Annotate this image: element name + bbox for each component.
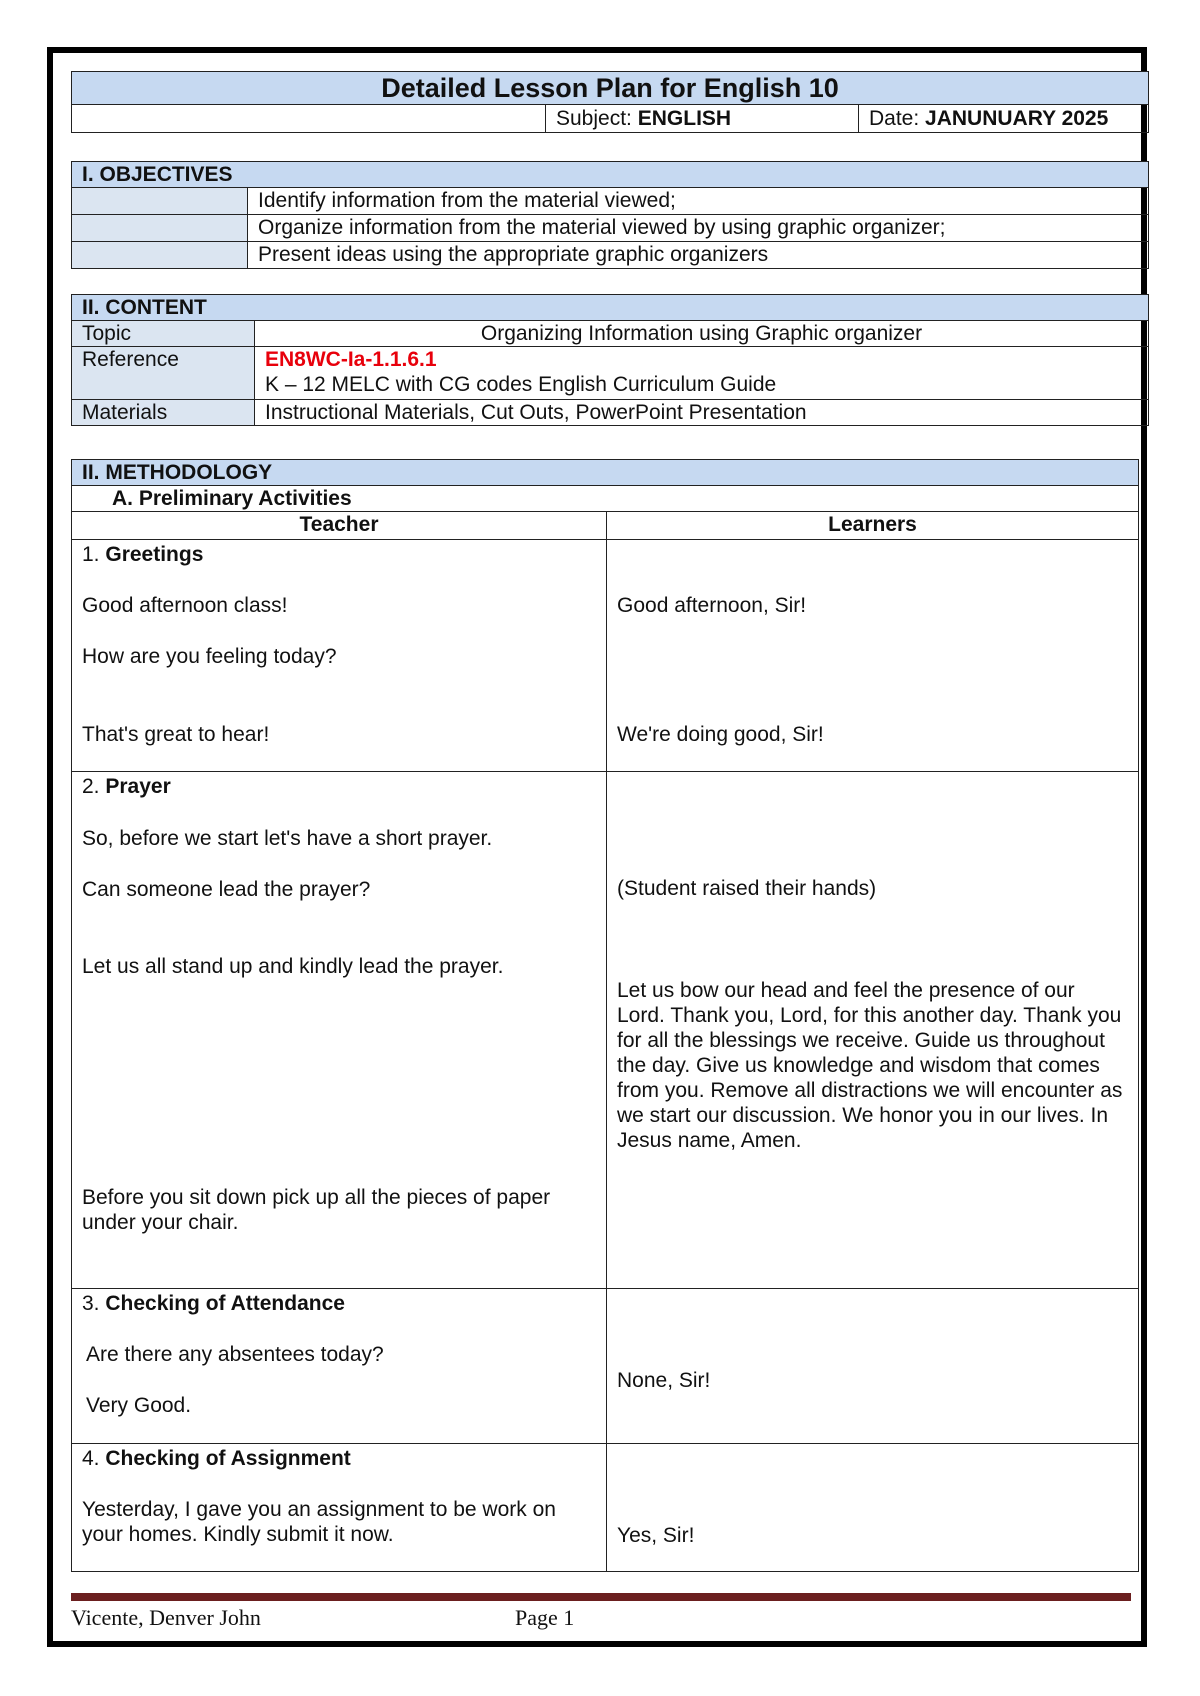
prayer-teacher-line: Let us all stand up and kindly lead the prayer. (82, 955, 504, 978)
date-value: JANUNUARY 2025 (925, 107, 1109, 130)
greetings-title (82, 542, 596, 567)
prayer-teacher-line: Before you sit down pick up all the pieces of paper under your chair. (82, 1186, 551, 1234)
assignment-learner-line: Yes, Sir! (617, 1524, 695, 1547)
objectives-table (71, 161, 1149, 269)
objective-item: Identify information from the material viewed; (248, 188, 1149, 215)
attendance-learners-cell (607, 1289, 1139, 1444)
reference-cell (255, 347, 1149, 400)
assignment-number: 4. (82, 1447, 100, 1470)
methodology-table (71, 459, 1139, 1572)
content-table (71, 294, 1149, 426)
preliminary-subheading: A. Preliminary Activities (72, 486, 1139, 512)
materials-value: Instructional Materials, Cut Outs, PowerPoint Presentation (255, 400, 1149, 426)
prayer-learners-cell (607, 772, 1139, 1289)
reference-code: EN8WC-Ia-1.1.6.1 (265, 348, 437, 371)
footer-divider (71, 1593, 1131, 1601)
attendance-teacher-cell (72, 1289, 607, 1444)
date-cell (859, 105, 1149, 133)
attendance-number: 3. (82, 1292, 100, 1315)
attendance-heading: Checking of Attendance (105, 1292, 345, 1315)
page-title: Detailed Lesson Plan for English 10 (72, 72, 1149, 105)
methodology-heading: II. METHODOLOGY (72, 460, 1139, 486)
prayer-teacher-line: So, before we start let's have a short prayer. (82, 827, 493, 850)
assignment-teacher-cell (72, 1444, 607, 1572)
content-heading: II. CONTENT (72, 295, 1149, 321)
objectives-heading: I. OBJECTIVES (72, 162, 1149, 188)
prayer-number: 2. (82, 775, 100, 798)
greetings-teacher-line: That's great to hear! (82, 723, 270, 746)
attendance-title (82, 1291, 596, 1316)
prayer-heading: Prayer (105, 775, 171, 798)
prayer-learner-line: (Student raised their hands) (617, 877, 877, 900)
footer-author: Vicente, Denver John (71, 1605, 261, 1630)
objective-item: Present ideas using the appropriate graphic organizers (248, 242, 1149, 269)
attendance-learner-line: None, Sir! (617, 1369, 711, 1392)
prayer-teacher-cell (72, 772, 607, 1289)
objective-item: Organize information from the material viewed by using graphic organizer; (248, 215, 1149, 242)
greetings-number: 1. (82, 543, 100, 566)
materials-label: Materials (72, 400, 255, 426)
greetings-learner-line: We're doing good, Sir! (617, 723, 824, 746)
date-label: Date: (869, 107, 920, 130)
prayer-learner-text: Let us bow our head and feel the presence of our Lord. Thank you, Lord, for this another day. Thank you for all the blessings we receive. Guide us throughout the day. Give us knowledge and wisdom that comes from you. Remove all distractions we will encounter as we start our discussion. We honor you in our lives. In Jesus name, Amen. (617, 979, 1123, 1152)
header-blank-cell (72, 105, 546, 133)
teacher-column-header: Teacher (72, 512, 607, 540)
greetings-teacher-line: Good afternoon class! (82, 594, 288, 617)
subject-cell (546, 105, 859, 133)
assignment-teacher-line: Yesterday, I gave you an assignment to be work on your homes. Kindly submit it now. (82, 1498, 556, 1546)
attendance-teacher-line: Are there any absentees today? (86, 1343, 384, 1366)
topic-value: Organizing Information using Graphic organizer (255, 321, 1149, 347)
header-table (71, 71, 1149, 133)
subject-label: Subject: (556, 107, 632, 130)
subject-value: ENGLISH (637, 107, 732, 130)
greetings-learner-line: Good afternoon, Sir! (617, 594, 807, 617)
footer-page-number: Page 1 (515, 1605, 575, 1630)
assignment-learners-cell (607, 1444, 1139, 1572)
learners-column-header: Learners (607, 512, 1139, 540)
attendance-teacher-line: Very Good. (86, 1394, 192, 1417)
objective-marker (72, 215, 248, 242)
greetings-teacher-cell (72, 540, 607, 772)
greetings-heading: Greetings (105, 543, 204, 566)
objective-marker (72, 242, 248, 269)
prayer-title (82, 774, 596, 799)
reference-text: K – 12 MELC with CG codes English Curriculum Guide (265, 373, 777, 396)
greetings-learners-cell (607, 540, 1139, 772)
topic-label: Topic (72, 321, 255, 347)
assignment-heading: Checking of Assignment (105, 1447, 351, 1470)
greetings-teacher-line: How are you feeling today? (82, 645, 337, 668)
reference-label: Reference (72, 347, 255, 400)
prayer-teacher-line: Can someone lead the prayer? (82, 878, 371, 901)
objective-marker (72, 188, 248, 215)
assignment-title (82, 1446, 596, 1471)
